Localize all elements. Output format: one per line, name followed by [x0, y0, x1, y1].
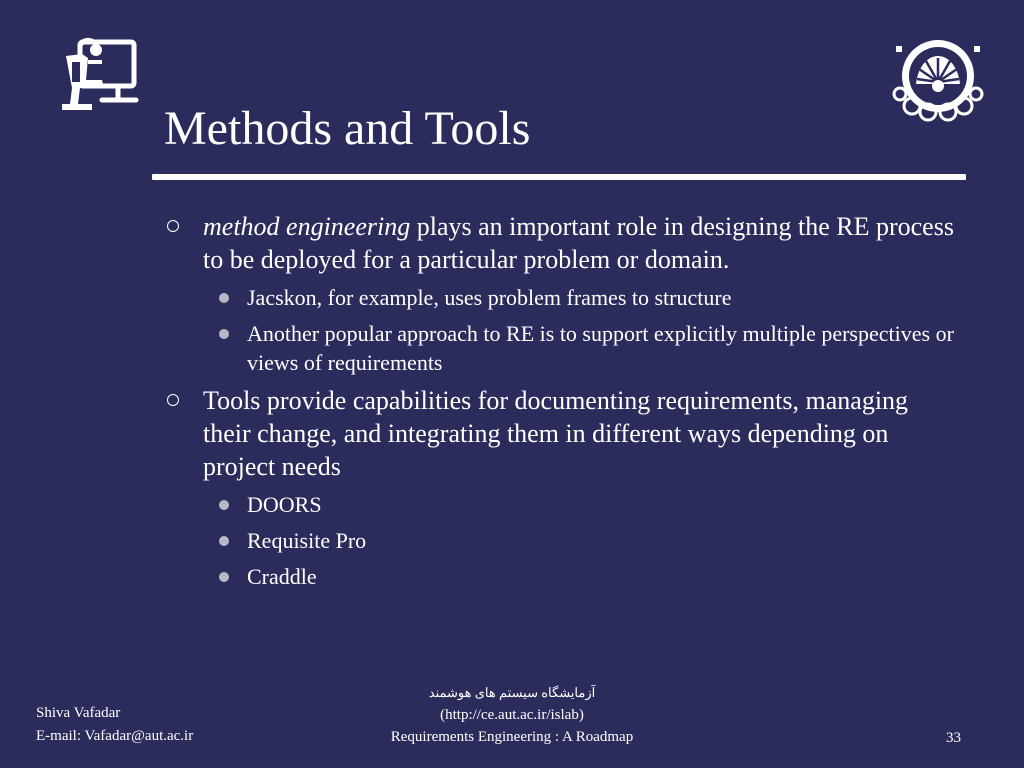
sub-bullet-text: Craddle — [247, 564, 317, 589]
dot-bullet-icon — [219, 293, 229, 303]
title-divider — [152, 174, 966, 180]
sub-bullet — [160, 283, 960, 312]
hollow-bullet-icon — [167, 394, 179, 406]
footer-author: Shiva Vafadar — [36, 705, 121, 721]
dot-bullet-icon — [219, 536, 229, 546]
bullet-method-engineering — [160, 210, 960, 276]
sub-bullet-text: Jacskon, for example, uses problem frames to structure — [247, 285, 732, 310]
footer-email: E-mail: Vafadar@aut.ac.ir — [36, 728, 194, 744]
slide-body — [160, 210, 960, 591]
bullet-text: Tools provide capabilities for documenting requirements, managing their change, and integrating them in different ways depending on project needs — [203, 386, 909, 481]
sub-bullet — [160, 490, 960, 519]
dot-bullet-icon — [219, 572, 229, 582]
sub-bullet-text: DOORS — [247, 492, 322, 517]
italic-term: method engineering — [203, 212, 411, 241]
sub-bullet — [160, 562, 960, 591]
dot-bullet-icon — [219, 500, 229, 510]
bullet-tools — [160, 384, 960, 483]
page-number: 33 — [946, 730, 961, 746]
computer-user-icon — [58, 34, 140, 116]
sub-bullet — [160, 319, 960, 377]
sub-bullet — [160, 526, 960, 555]
bullet-text: plays an important role in designing the RE process to be deployed for a particular problem or domain. — [203, 212, 954, 274]
dot-bullet-icon — [219, 329, 229, 339]
university-emblem — [890, 38, 986, 126]
footer-lab-name: آزمایشگاه سیستم های هوشمند — [428, 685, 596, 700]
sub-bullet-text: Requisite Pro — [247, 528, 367, 553]
footer-course: Requirements Engineering : A Roadmap — [390, 729, 634, 745]
sub-bullet-text: Another popular approach to RE is to support explicitly multiple perspectives or views of requirements — [247, 321, 954, 375]
hollow-bullet-icon — [167, 220, 179, 232]
slide-title: Methods and Tools — [164, 102, 531, 155]
footer-lab-url: (http://ce.aut.ac.ir/islab) — [440, 707, 584, 723]
footer-center — [362, 682, 662, 748]
